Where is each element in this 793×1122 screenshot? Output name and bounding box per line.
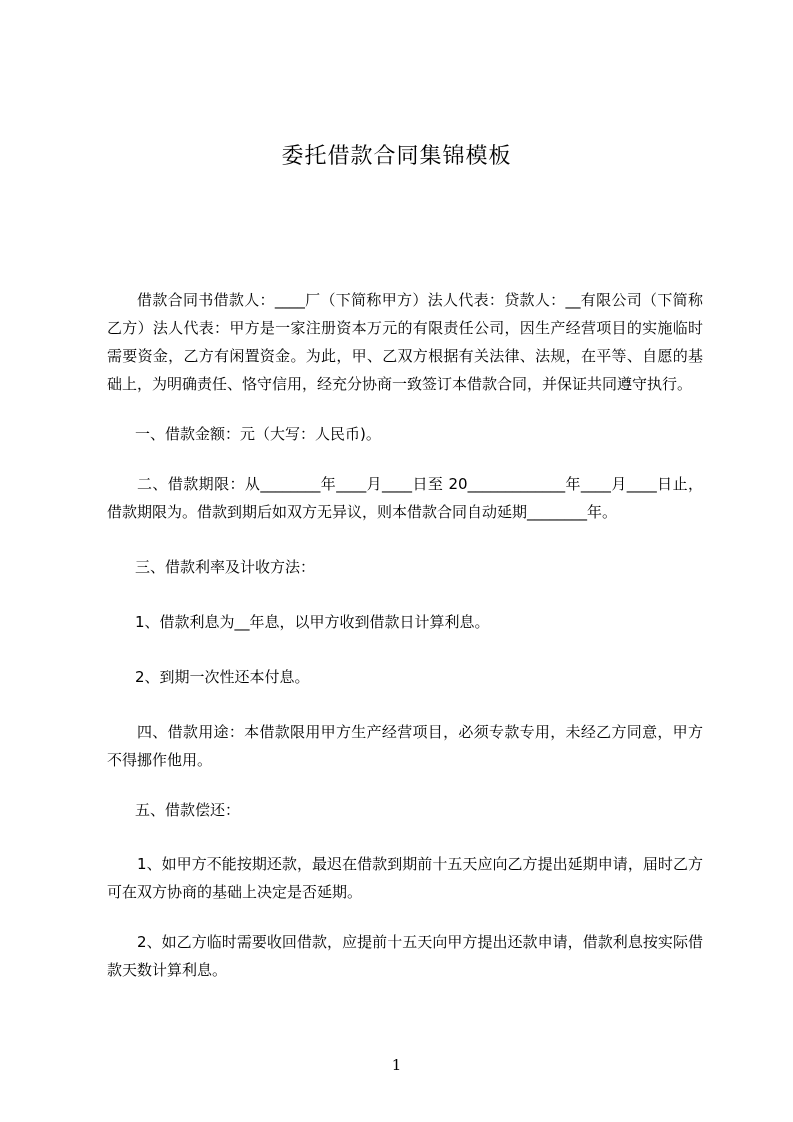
clause-interest-item-2: 2、到期一次性还本付息。 [135, 668, 310, 686]
clause-interest-heading: 三、借款利率及计收方法： [135, 558, 316, 576]
clause-loan-term: 二、借款期限：从________年____月____日至 20_____________年____月____日止，借款期限为。借款到期后如双方无异议，则本借款合同自动延期________年。 [107, 475, 703, 521]
document-title: 委托借款合同集锦模板 [281, 144, 512, 169]
clause-loan-amount: 一、借款金额：元（大写：人民币)。 [135, 425, 381, 443]
intro-paragraph: 借款合同书借款人：____厂（下简称甲方）法人代表：贷款人：__有限公司（下简称乙方）法人代表：甲方是一家注册资本万元的有限责任公司，因生产经营项目的实施临时需要资金，乙方有闲置资金。为此，甲、乙双方根据有关法律、法规，在平等、自愿的基础上，为明确责任、恪守信用，经充分协商一致签订本借款合同，并保证共同遵守执行。 [107, 291, 703, 393]
document-body [107, 286, 703, 984]
clause-repayment-item-1: 1、如甲方不能按期还款，最迟在借款到期前十五天应向乙方提出延期申请，届时乙方可在双方协商的基础上决定是否延期。 [107, 855, 703, 901]
clause-repayment-heading: 五、借款偿还： [135, 801, 241, 819]
page-number: 1 [391, 1056, 402, 1074]
clause-repayment-item-2: 2、如乙方临时需要收回借款，应提前十五天向甲方提出还款申请，借款利息按实际借款天数计算利息。 [107, 933, 703, 979]
clause-interest-item-1: 1、借款利息为__年息，以甲方收到借款日计算利息。 [135, 613, 490, 631]
clause-loan-purpose: 四、借款用途：本借款限用甲方生产经营项目，必须专款专用，未经乙方同意，甲方不得挪作他用。 [107, 723, 703, 769]
